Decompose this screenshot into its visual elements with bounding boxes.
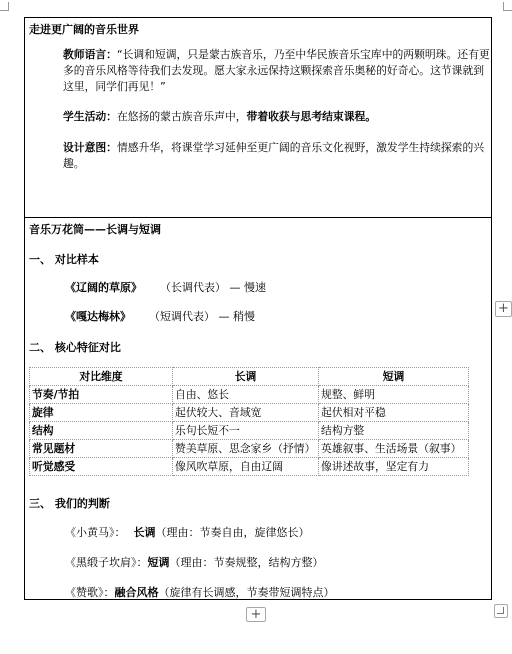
- sample-title: 《嘎达梅林》: [65, 310, 131, 323]
- resize-icon: [497, 607, 504, 614]
- judgement-reason: （旋律有长调感，节奏带短调特点）: [158, 586, 335, 599]
- teacher-label: 教师语言：: [63, 48, 117, 61]
- table-row: [30, 386, 469, 404]
- table-cell: 赞美草原、思念家乡（抒情）: [173, 440, 319, 458]
- table-row: [30, 422, 469, 440]
- section-heading: 走进更广阔的音乐世界: [29, 23, 139, 36]
- page-corner-mark: [503, 2, 512, 11]
- table-cell: 像风吹草原，自由辽阔: [173, 458, 319, 476]
- table-header-cell: 长调: [173, 368, 319, 386]
- table-row: [30, 404, 469, 422]
- comparison-table: [29, 367, 469, 476]
- judgement-reason: （理由：节奏规整，结构方整）: [169, 556, 324, 569]
- table-row: [30, 440, 469, 458]
- design-intent-paragraph: [63, 140, 491, 172]
- student-text: 在悠扬的蒙古族音乐声中，: [116, 110, 247, 123]
- table-cell: 旋律: [30, 404, 173, 422]
- student-text-emphasis: 带着收获与思考结束课程。: [246, 110, 377, 123]
- judgement-answer: 短调: [147, 556, 170, 569]
- part-title: 二、 核心特征对比: [29, 341, 121, 354]
- table-cell: 自由、悠长: [173, 386, 319, 404]
- judgement-song: 《黑缎子坎肩》：: [65, 556, 148, 569]
- table-cell: 像讲述故事，坚定有力: [319, 458, 469, 476]
- judgement-song: 《赞歌》：: [65, 586, 115, 599]
- add-row-button[interactable]: +: [246, 607, 266, 622]
- table-cell: 起伏较大、音域宽: [173, 404, 319, 422]
- lesson-table: [24, 17, 492, 600]
- table-header-cell: 短调: [319, 368, 469, 386]
- table-cell: 节奏/节拍: [30, 386, 173, 404]
- sample-note: （长调代表） — 慢速: [160, 281, 266, 294]
- student-label: 学生活动：: [63, 110, 117, 123]
- section-heading: 音乐万花筒——长调与短调: [29, 223, 161, 236]
- teacher-text: “长调和短调，只是蒙古族音乐，乃至中华民族音乐宝库中的两颗明珠。还有更多的音乐风格等待我们去发现。愿大家永远保持这颗探索音乐奥秘的好奇心。这节课就到这里，同学们再见！”: [63, 48, 490, 93]
- table-cell-comparison[interactable]: [25, 218, 491, 599]
- page-corner-mark: [0, 2, 9, 11]
- teacher-language-paragraph: [63, 47, 491, 95]
- judgement-answer: 融合风格: [114, 586, 159, 599]
- table-header-row: [30, 368, 469, 386]
- part-title: 一、 对比样本: [29, 253, 99, 266]
- table-header-cell: 对比维度: [30, 368, 173, 386]
- design-label: 设计意图：: [63, 141, 117, 154]
- table-cell: 英雄叙事、生活场景（叙事）: [319, 440, 469, 458]
- table-cell: 规整、鲜明: [319, 386, 469, 404]
- add-column-button[interactable]: +: [495, 301, 512, 317]
- judgement-item: [65, 554, 324, 570]
- sample-title: 《辽阔的草原》: [65, 281, 142, 294]
- judgement-item: [65, 524, 310, 540]
- part-title: 三、 我们的判断: [29, 497, 110, 510]
- judgement-item: [65, 584, 335, 600]
- table-cell: 结构: [30, 422, 173, 440]
- judgement-reason: （理由：节奏自由，旋律悠长）: [155, 526, 310, 539]
- table-cell-closing[interactable]: [25, 18, 491, 218]
- design-text: 情感升华，将课堂学习延伸至更广阔的音乐文化视野，激发学生持续探索的兴趣。: [63, 141, 485, 170]
- sample-note: （短调代表） — 稍慢: [149, 310, 255, 323]
- student-activity-paragraph: [63, 109, 491, 125]
- table-cell: 听觉感受: [30, 458, 173, 476]
- table-cell: 乐句长短不一: [173, 422, 319, 440]
- sample-item: [65, 308, 255, 324]
- judgement-answer: 长调: [133, 526, 156, 539]
- table-row: [30, 458, 469, 476]
- table-cell: 常见题材: [30, 440, 173, 458]
- judgement-song: 《小黄马》：: [65, 526, 126, 539]
- sample-item: [65, 279, 266, 295]
- table-cell: 起伏相对平稳: [319, 404, 469, 422]
- table-cell: 结构方整: [319, 422, 469, 440]
- table-resize-handle[interactable]: [494, 604, 508, 618]
